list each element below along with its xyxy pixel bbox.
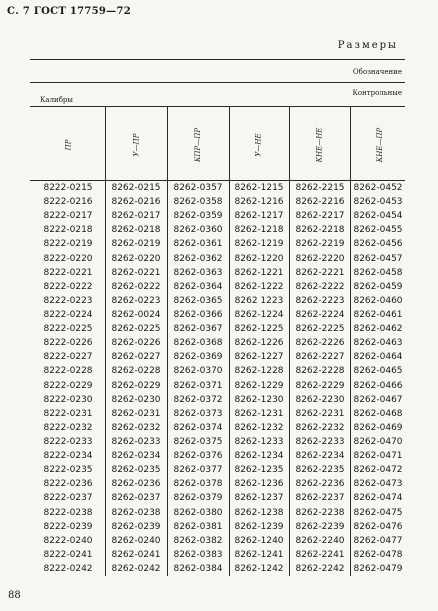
gauge-cell: 8222-0229 [43, 380, 93, 391]
gauge-cell: 8262-0358 [173, 197, 223, 208]
sizes-title: Размеры [337, 40, 398, 51]
gauge-cell: 8262-2216 [295, 197, 345, 208]
gauge-cell: 8262-0477 [353, 535, 403, 546]
gauge-cell: 8262-0229 [111, 380, 161, 391]
gauge-cell: 8262-0239 [111, 521, 161, 532]
gauge-cell: 8262-0464 [353, 352, 403, 363]
gauge-column [38, 184, 98, 574]
gauge-cell: 8262-1224 [234, 309, 284, 320]
gauge-cell: 8262-0236 [111, 479, 161, 490]
gauge-cell: 8262-0465 [353, 366, 403, 377]
gauge-cell: 8262-0454 [353, 211, 403, 222]
gauge-cell: 8262-0382 [173, 535, 223, 546]
gauge-cell: 8262-1219 [234, 239, 284, 250]
gauge-cell: 8262-0377 [173, 465, 223, 476]
gauge-cell: 8262-0381 [173, 521, 223, 532]
gauge-cell: 8262-2237 [295, 493, 345, 504]
gauge-cell: 8262-0370 [173, 366, 223, 377]
gauge-cell: 8262-1221 [234, 267, 284, 278]
gauge-cell: 8262-1218 [234, 225, 284, 236]
gauge-column [348, 184, 408, 574]
gauge-cell: 8262-2236 [295, 479, 345, 490]
gauge-cell: 8262-0475 [353, 507, 403, 518]
gauge-cell: 8262-0226 [111, 338, 161, 349]
gauge-cell: 8222-0223 [43, 295, 93, 306]
gauge-cell: 8262-0240 [111, 535, 161, 546]
gauge-cell: 8222-0232 [43, 422, 93, 433]
gauge-cell: 8262-0220 [111, 253, 161, 264]
gauge-cell: 8222-0235 [43, 465, 93, 476]
gauge-cell: 8262-0361 [173, 239, 223, 250]
gauge-cell: 8262-0362 [173, 253, 223, 264]
gauge-cell: 8262-0365 [173, 295, 223, 306]
gauge-cell: 8262-0472 [353, 465, 403, 476]
gauge-cell: 8262-0383 [173, 549, 223, 560]
gauge-cell: 8262-0367 [173, 324, 223, 335]
gauge-cell: 8262-2234 [295, 451, 345, 462]
gauge-cell: 8262-0453 [353, 197, 403, 208]
control-label: Контрольные [352, 89, 402, 97]
gauge-cell: 8222-0236 [43, 479, 93, 490]
gauge-cell: 8222-0237 [43, 493, 93, 504]
gauge-cell: 8222-0238 [43, 507, 93, 518]
gauge-cell: 8222-0240 [43, 535, 93, 546]
gauge-cell: 8262-1234 [234, 451, 284, 462]
gauge-cell: 8262-2225 [295, 324, 345, 335]
gauge-cell: 8262-0364 [173, 281, 223, 292]
gauge-cell: 8262-1233 [234, 436, 284, 447]
gauge-cell: 8262-0479 [353, 563, 403, 574]
gauge-cell: 8262-0228 [111, 366, 161, 377]
top-rule [30, 59, 405, 60]
gauge-cell: 8262-0219 [111, 239, 161, 250]
gauge-cell: 8262-0460 [353, 295, 403, 306]
gauge-cell: 8222-0221 [43, 267, 93, 278]
column-header [373, 111, 387, 179]
gauge-cell: 8262-0466 [353, 380, 403, 391]
gauge-cell: 8262-1235 [234, 465, 284, 476]
gauge-cell: 8262-2239 [295, 521, 345, 532]
gauge-cell: 8262-0227 [111, 352, 161, 363]
gauge-cell: 8262-1220 [234, 253, 284, 264]
gauge-cell: 8262-0374 [173, 422, 223, 433]
gauge-cell: 8262-0360 [173, 225, 223, 236]
gauge-cell: 8262-0223 [111, 295, 161, 306]
gauge-cell: 8262-2230 [295, 394, 345, 405]
gauge-cell: 8262-1228 [234, 366, 284, 377]
gauge-cell: 8222-0225 [43, 324, 93, 335]
gauge-cell: 8262-0363 [173, 267, 223, 278]
gauge-cell: 8262-2231 [295, 408, 345, 419]
column-header-label: КПР—ПР [194, 127, 203, 163]
gauge-column [106, 184, 166, 574]
gauge-cell: 8262-0456 [353, 239, 403, 250]
gauge-cell: 8262-2222 [295, 281, 345, 292]
gauge-cell: 8262-2223 [295, 295, 345, 306]
gauge-column [290, 184, 350, 574]
gauge-cell: 8262-0238 [111, 507, 161, 518]
gauge-cell: 8262-2217 [295, 211, 345, 222]
gauge-cell: 8262-0217 [111, 211, 161, 222]
designation-label: Обозначение [352, 68, 402, 76]
gauge-cell: 8222-0219 [43, 239, 93, 250]
column-header-label: У—ПР [132, 133, 140, 157]
gauge-cell: 8262-0371 [173, 380, 223, 391]
gauge-cell: 8262-0024 [111, 309, 161, 320]
gauge-cell: 8262-0452 [353, 183, 403, 193]
gauge-cell: 8262-2227 [295, 352, 345, 363]
gauge-cell: 8222-0239 [43, 521, 93, 532]
gauge-cell: 8262-0359 [173, 211, 223, 222]
gauge-cell: 8222-0222 [43, 281, 93, 292]
column-header-label: КНЕ—ПР [376, 127, 385, 163]
header-rule-3 [30, 180, 405, 181]
gauge-cell: 8262-2215 [295, 183, 345, 193]
gauge-cell: 8262-0469 [353, 422, 403, 433]
gauge-cell: 8262-2218 [295, 225, 345, 236]
header-rule-1 [30, 82, 405, 83]
gauge-cell: 8262-0384 [173, 563, 223, 574]
gauge-cell: 8262-1240 [234, 535, 284, 546]
gauge-cell: 8222-0218 [43, 225, 93, 236]
gauge-cell: 8222-0228 [43, 366, 93, 377]
gauge-cell: 8222-0233 [43, 436, 93, 447]
gauge-cell: 8262-0462 [353, 324, 403, 335]
gauge-cell: 8262-0376 [173, 451, 223, 462]
gauges-label: Калибры [40, 96, 73, 104]
gauge-cell: 8262-1225 [234, 324, 284, 335]
gauge-cell: 8262-1242 [234, 563, 284, 574]
gauge-cell: 8262-0225 [111, 324, 161, 335]
gauge-cell: 8222-0220 [43, 253, 93, 264]
gauge-cell: 8262-0463 [353, 338, 403, 349]
gauge-cell: 8262-1216 [234, 197, 284, 208]
gauge-cell: 8262-2235 [295, 465, 345, 476]
gauge-cell: 8262-0230 [111, 394, 161, 405]
gauge-cell: 8262-1232 [234, 422, 284, 433]
gauge-cell: 8262-1239 [234, 521, 284, 532]
gauge-cell: 8262-2233 [295, 436, 345, 447]
gauge-cell: 8262-0235 [111, 465, 161, 476]
gauge-cell: 8262-0218 [111, 225, 161, 236]
column-header [191, 111, 205, 179]
gauge-cell: 8262-2226 [295, 338, 345, 349]
gauge-cell: 8262-1227 [234, 352, 284, 363]
gauge-cell: 8262-0459 [353, 281, 403, 292]
gauge-cell: 8262-0357 [173, 183, 223, 193]
gauge-cell: 8222-0224 [43, 309, 93, 320]
gauge-cell: 8262-0378 [173, 479, 223, 490]
gauge-cell: 8262-1231 [234, 408, 284, 419]
gauge-cell: 8222-0217 [43, 211, 93, 222]
gauge-cell: 8262-0470 [353, 436, 403, 447]
gauge-cell: 8262-2229 [295, 380, 345, 391]
gauge-cell: 8262-0457 [353, 253, 403, 264]
gauge-cell: 8262-0215 [111, 183, 161, 193]
gauge-cell: 8262-0231 [111, 408, 161, 419]
gauge-cell: 8262-0467 [353, 394, 403, 405]
column-header [61, 111, 75, 179]
gauge-cell: 8262-0468 [353, 408, 403, 419]
gauge-cell: 8262-0221 [111, 267, 161, 278]
gauge-cell: 8262-0474 [353, 493, 403, 504]
gauge-cell: 8262-1230 [234, 394, 284, 405]
gauge-cell: 8262-0375 [173, 436, 223, 447]
gauge-cell: 8262-1215 [234, 183, 284, 193]
gauge-cell: 8262-0237 [111, 493, 161, 504]
gauge-cell: 8262-0471 [353, 451, 403, 462]
gauge-cell: 8262-0233 [111, 436, 161, 447]
gauge-cell: 8222-0215 [43, 183, 93, 193]
gauge-cell: 8262-0476 [353, 521, 403, 532]
gauge-cell: 8262-0366 [173, 309, 223, 320]
column-header-label: ПР [63, 139, 72, 151]
gauge-cell: 8262-0242 [111, 563, 161, 574]
gauge-cell: 8262-2224 [295, 309, 345, 320]
gauge-cell: 8262-0458 [353, 267, 403, 278]
gauge-cell: 8262-0216 [111, 197, 161, 208]
column-header [129, 111, 143, 179]
gauge-cell: 8262-1236 [234, 479, 284, 490]
gauge-cell: 8222-0231 [43, 408, 93, 419]
gauge-cell: 8262-0369 [173, 352, 223, 363]
gauge-cell: 8262-0478 [353, 549, 403, 560]
gauge-cell: 8262-1226 [234, 338, 284, 349]
gauge-cell: 8222-0226 [43, 338, 93, 349]
gauge-cell: 8262-1238 [234, 507, 284, 518]
gauge-cell: 8262-0455 [353, 225, 403, 236]
gauge-cell: 8262-0234 [111, 451, 161, 462]
column-header [252, 111, 266, 179]
gauge-cell: 8262-2220 [295, 253, 345, 264]
header-rule-2 [30, 106, 405, 107]
gauge-cell: 8262-2228 [295, 366, 345, 377]
gauge-cell: 8262-0461 [353, 309, 403, 320]
gauge-cell: 8262-2240 [295, 535, 345, 546]
gauge-cell: 8262-2242 [295, 563, 345, 574]
gauge-cell: 8262 1223 [234, 295, 284, 306]
gauge-cell: 8222-0227 [43, 352, 93, 363]
page-number: 88 [8, 590, 21, 601]
page-code: С. 7 ГОСТ 17759—72 [7, 6, 131, 17]
gauge-cell: 8222-0241 [43, 549, 93, 560]
gauge-cell: 8262-0473 [353, 479, 403, 490]
gauge-cell: 8262-2238 [295, 507, 345, 518]
gauge-column [229, 184, 289, 574]
gauge-cell: 8262-0379 [173, 493, 223, 504]
column-header-label: У—НЕ [255, 133, 263, 157]
gauge-cell: 8222-0242 [43, 563, 93, 574]
gauge-cell: 8262-0380 [173, 507, 223, 518]
gauge-cell: 8262-2232 [295, 422, 345, 433]
gauge-cell: 8262-2221 [295, 267, 345, 278]
gauge-cell: 8262-0368 [173, 338, 223, 349]
gauge-cell: 8262-0241 [111, 549, 161, 560]
gauge-cell: 8222-0216 [43, 197, 93, 208]
gauge-cell: 8262-0373 [173, 408, 223, 419]
gauge-cell: 8262-1237 [234, 493, 284, 504]
gauge-cell: 8262-0372 [173, 394, 223, 405]
column-header-label: КНЕ—НЕ [315, 127, 324, 163]
gauge-cell: 8262-1241 [234, 549, 284, 560]
gauge-cell: 8262-2241 [295, 549, 345, 560]
gauge-cell: 8262-0222 [111, 281, 161, 292]
gauge-column [168, 184, 228, 574]
column-header [312, 111, 326, 179]
gauge-cell: 8222-0234 [43, 451, 93, 462]
gauge-cell: 8262-2219 [295, 239, 345, 250]
gauge-cell: 8262-1217 [234, 211, 284, 222]
gauge-cell: 8262-0232 [111, 422, 161, 433]
gauge-cell: 8262-1222 [234, 281, 284, 292]
gauge-cell: 8262-1229 [234, 380, 284, 391]
gauge-cell: 8222-0230 [43, 394, 93, 405]
